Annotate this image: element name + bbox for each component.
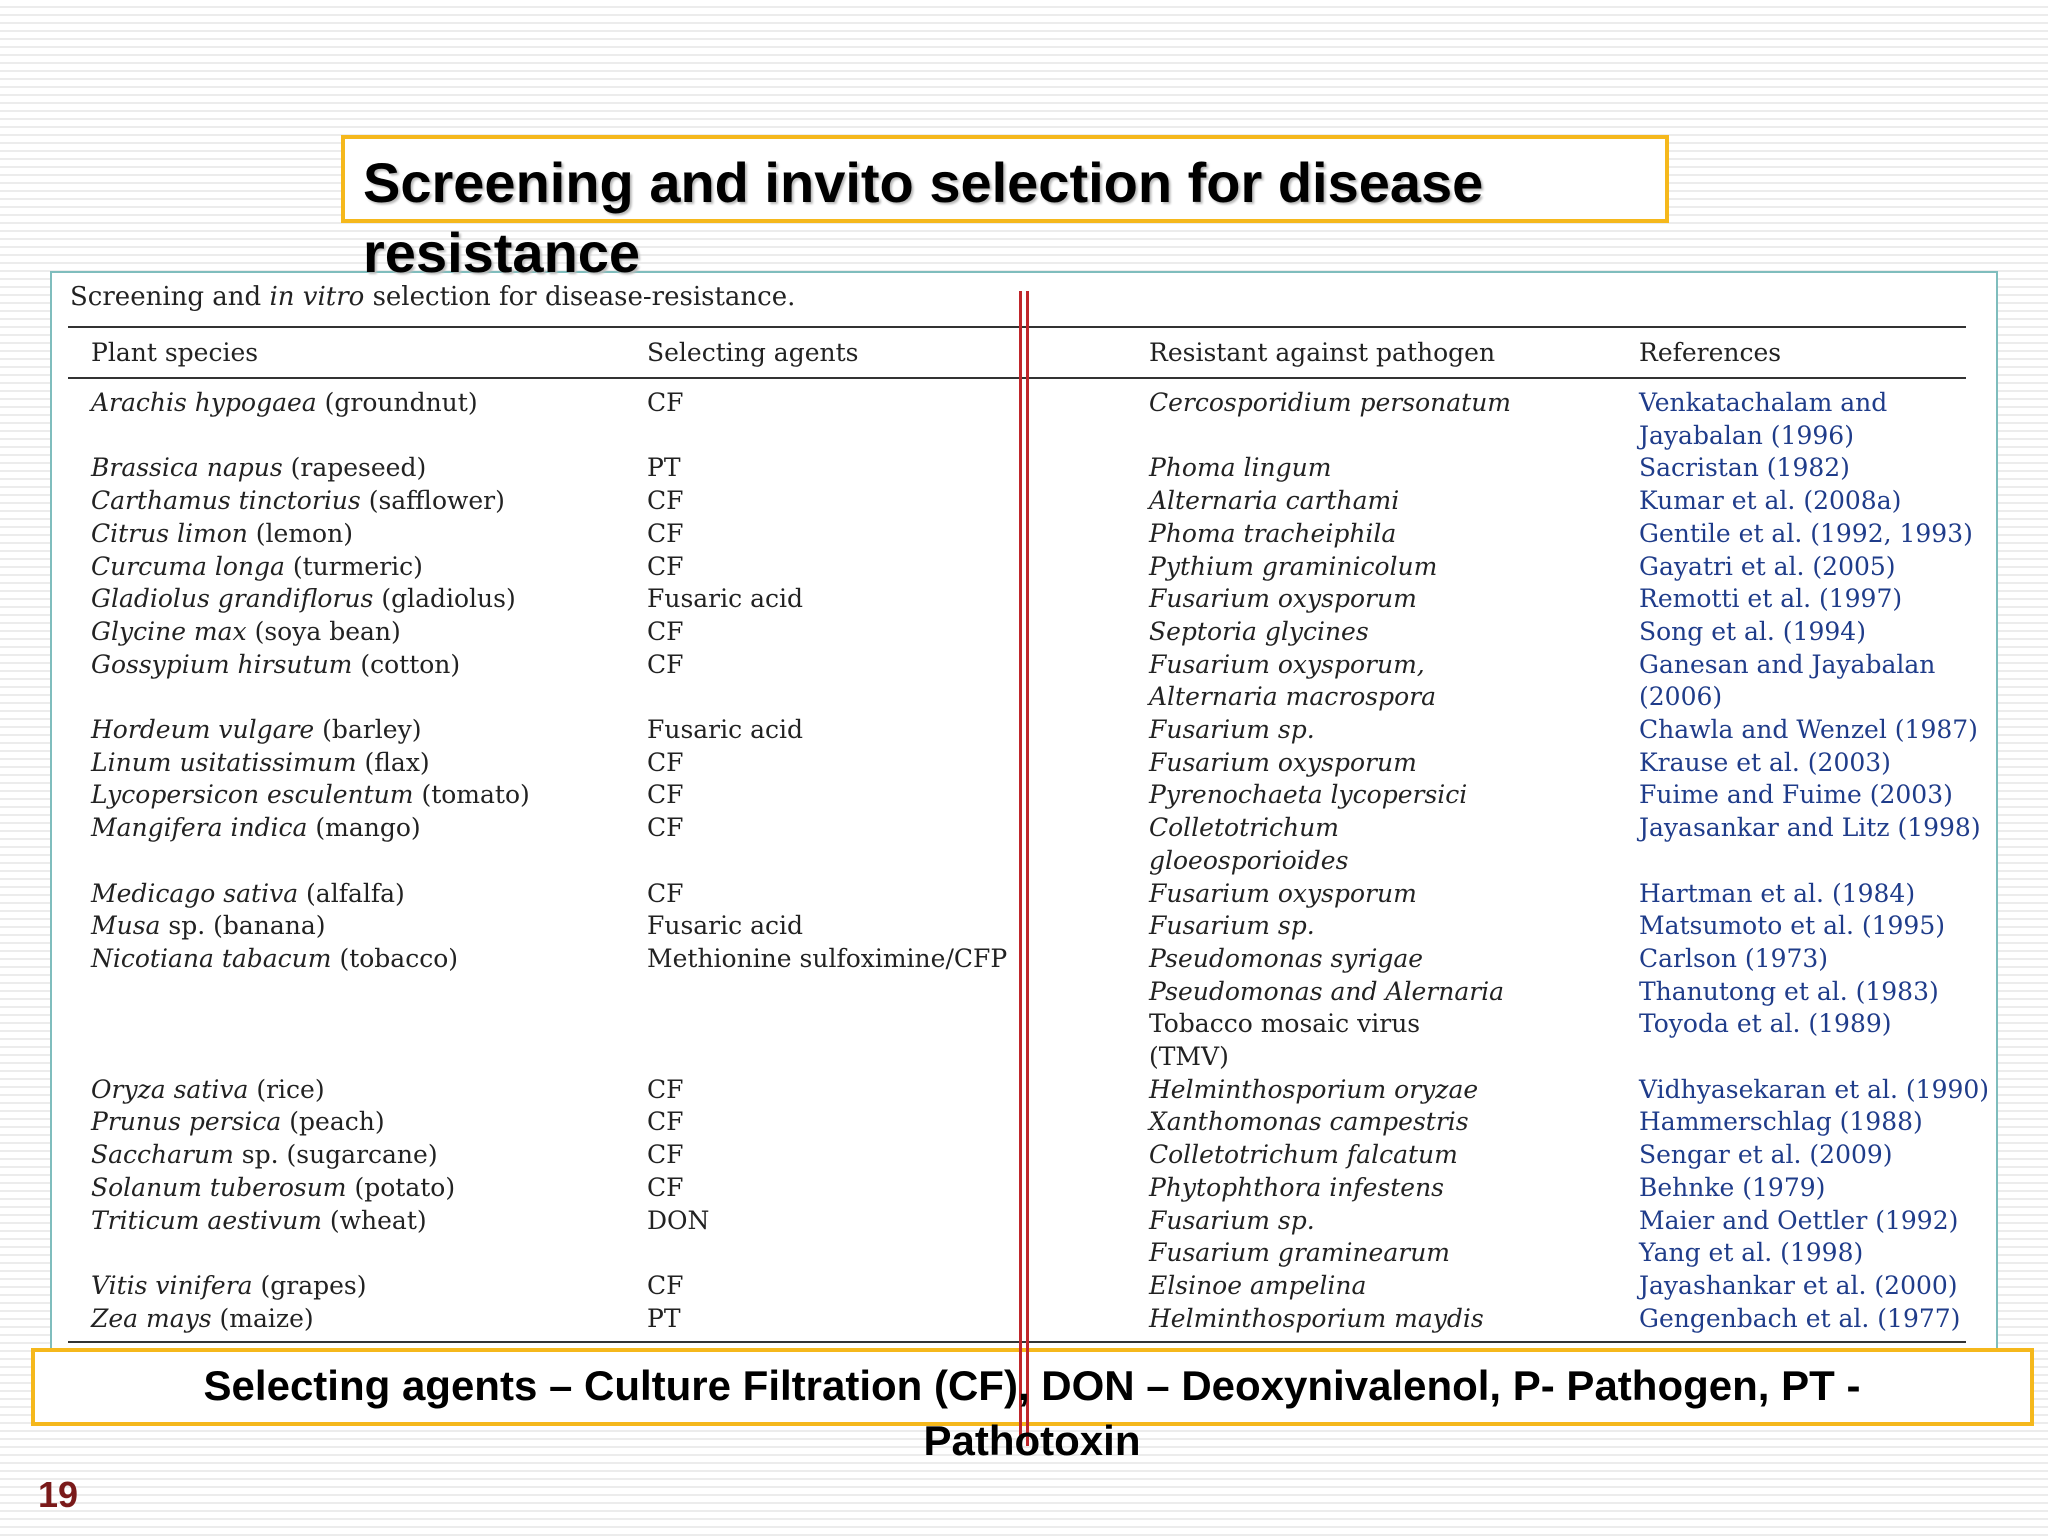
pathogen-text: Tobacco mosaic virus [1149, 1009, 1421, 1039]
pathogen-text: Helminthosporium maydis [1149, 1303, 1484, 1333]
table-header-rule [68, 377, 1966, 379]
pathogen-cell [1149, 976, 1504, 1009]
plant-species-cell [91, 910, 326, 943]
plant-scientific-name: Saccharum [91, 1140, 234, 1170]
plant-species-cell [91, 1139, 438, 1172]
pathogen-cell [1149, 1270, 1366, 1303]
selecting-agent-cell [647, 551, 683, 584]
reference-cell [1639, 1237, 1863, 1270]
selecting-agent-text: CF [647, 1140, 684, 1170]
caption-italic: in vitro [269, 282, 365, 312]
reference-cell [1639, 1008, 1892, 1041]
pathogen-cell-continued [1149, 1041, 1229, 1074]
reference-text: Maier and Oettler (1992) [1639, 1205, 1959, 1235]
pathogen-cell [1149, 1106, 1469, 1139]
pathogen-text: Fusarium graminearum [1149, 1238, 1451, 1268]
reference-cell [1639, 1205, 1958, 1238]
reference-text: Thanutong et al. (1983) [1639, 976, 1939, 1006]
plant-scientific-name: Prunus persica [91, 1107, 282, 1137]
selecting-agent-text: DON [647, 1205, 710, 1235]
reference-text: Gentile et al. (1992, 1993) [1639, 518, 1973, 548]
pathogen-text: Alternaria carthami [1149, 486, 1400, 516]
pathogen-cell [1149, 551, 1437, 584]
pathogen-cell [1149, 812, 1339, 845]
reference-text: Jayashankar et al. (2000) [1639, 1270, 1958, 1300]
pathogen-cell [1149, 1074, 1478, 1107]
reference-text: Hammerschlag (1988) [1639, 1107, 1923, 1137]
reference-cell-continued [1639, 420, 1854, 453]
reference-text: Krause et al. (2003) [1639, 747, 1891, 777]
pathogen-text: Phytophthora infestens [1149, 1172, 1444, 1202]
plant-species-cell [91, 714, 421, 747]
plant-species-cell [91, 1270, 367, 1303]
selecting-agent-text: CF [647, 878, 684, 908]
reference-cell [1639, 1303, 1960, 1336]
pathogen-cell [1149, 583, 1417, 616]
pathogen-cell [1149, 943, 1423, 976]
pathogen-text: Fusarium oxysporum [1149, 584, 1417, 614]
plant-scientific-name: Brassica napus [91, 453, 283, 483]
selecting-agent-text: PT [647, 453, 681, 483]
selecting-agent-cell [647, 1270, 683, 1303]
reference-cell [1639, 1270, 1958, 1303]
plant-scientific-name: Gossypium hirsutum [91, 649, 353, 679]
reference-text: Fuime and Fuime (2003) [1639, 780, 1953, 810]
reference-cell [1639, 452, 1850, 485]
selecting-agent-cell [647, 714, 803, 747]
plant-common-name: (barley) [314, 715, 422, 744]
header-references: References [1639, 338, 1782, 367]
plant-common-name: (safflower) [360, 486, 505, 516]
plant-scientific-name: Citrus limon [91, 518, 248, 548]
reference-cell [1639, 1172, 1825, 1205]
plant-common-name: (flax) [356, 747, 430, 777]
selecting-agent-cell [647, 452, 681, 485]
plant-scientific-name: Curcuma longa [91, 551, 285, 581]
plant-scientific-name: Medicago sativa [91, 878, 299, 908]
selecting-agent-cell [647, 1205, 709, 1238]
plant-scientific-name: Lycopersicon esculentum [91, 780, 414, 810]
plant-scientific-name: Musa [91, 911, 161, 941]
pathogen-cell [1149, 878, 1417, 911]
selecting-agent-text: CF [647, 747, 684, 777]
pathogen-cell [1149, 649, 1425, 682]
plant-common-name: (potato) [346, 1172, 456, 1202]
pathogen-text: Fusarium sp. [1149, 911, 1315, 941]
plant-species-cell [91, 747, 430, 780]
reference-text: Behnke (1979) [1639, 1172, 1826, 1202]
slide-title: Screening and invito selection for disease resistance [363, 151, 1484, 284]
plant-common-name: (turmeric) [284, 551, 423, 581]
plant-common-name: (gladiolus) [373, 584, 516, 614]
selecting-agent-text: CF [647, 649, 684, 679]
pathogen-cell-continued [1149, 845, 1348, 878]
plant-common-name: (grapes) [252, 1270, 367, 1300]
plant-species-cell [91, 452, 426, 485]
pathogen-text: Cercosporidium personatum [1149, 388, 1511, 417]
pathogen-text: Phoma lingum [1149, 453, 1332, 483]
pathogen-cell [1149, 1205, 1315, 1238]
pathogen-cell [1149, 779, 1467, 812]
reference-text: Kumar et al. (2008a) [1639, 486, 1902, 516]
pathogen-text-continued: (TMV) [1149, 1042, 1229, 1071]
plant-species-cell [91, 779, 530, 812]
plant-scientific-name: Carthamus tinctorius [91, 486, 361, 516]
reference-text: Toyoda et al. (1989) [1639, 1009, 1892, 1039]
reference-text: Yang et al. (1998) [1639, 1238, 1864, 1268]
plant-species-cell [91, 878, 405, 911]
pathogen-text-continued: Alternaria macrospora [1149, 682, 1436, 712]
reference-cell [1639, 485, 1901, 518]
reference-text: Matsumoto et al. (1995) [1639, 911, 1945, 941]
plant-species-cell [91, 1172, 455, 1205]
plant-common-name: (rapeseed) [282, 453, 427, 483]
reference-text: Song et al. (1994) [1639, 616, 1866, 646]
plant-scientific-name: Solanum tuberosum [91, 1172, 347, 1202]
reference-text: Ganesan and Jayabalan [1639, 649, 1936, 679]
plant-scientific-name: Hordeum vulgare [91, 715, 315, 744]
plant-common-name: (rice) [248, 1074, 325, 1104]
selecting-agent-text: Fusaric acid [647, 715, 803, 744]
selecting-agent-text: CF [647, 486, 684, 516]
reference-text: Jayasankar and Litz (1998) [1639, 813, 1981, 843]
plant-species-cell [91, 616, 401, 649]
selecting-agent-text: CF [647, 813, 684, 843]
selecting-agent-cell [647, 518, 683, 551]
plant-scientific-name: Glycine max [91, 616, 247, 646]
plant-species-cell [91, 943, 458, 976]
selecting-agent-cell [647, 485, 683, 518]
plant-common-name: (groundnut) [316, 388, 478, 417]
table-top-rule [68, 326, 1966, 328]
header-selecting-agents: Selecting agents [647, 338, 859, 367]
reference-cell [1639, 878, 1915, 911]
plant-species-cell [91, 1205, 427, 1238]
pathogen-cell [1149, 452, 1331, 485]
pathogen-text: Fusarium oxysporum [1149, 747, 1417, 777]
pathogen-cell [1149, 1237, 1450, 1270]
selecting-agent-text: Methionine sulfoximine/CFP [647, 943, 1008, 973]
caption-prefix: Screening and [70, 282, 270, 312]
plant-scientific-name: Nicotiana tabacum [91, 943, 332, 973]
reference-cell [1639, 1074, 1989, 1107]
reference-cell [1639, 747, 1891, 780]
pathogen-cell [1149, 616, 1369, 649]
plant-scientific-name: Triticum aestivum [91, 1205, 322, 1235]
reference-cell [1639, 812, 1981, 845]
plant-species-cell [91, 1074, 325, 1107]
selecting-agent-cell [647, 1172, 683, 1205]
plant-common-name: (maize) [211, 1303, 314, 1333]
plant-scientific-name: Linum usitatissimum [91, 747, 357, 777]
reference-cell [1639, 518, 1973, 551]
page-number: 19 [38, 1474, 79, 1515]
plant-common-name: (wheat) [321, 1205, 427, 1235]
selecting-agent-cell [647, 616, 683, 649]
selecting-agent-text: CF [647, 388, 684, 417]
reference-cell [1639, 616, 1866, 649]
selecting-agent-text: CF [647, 1270, 684, 1300]
pathogen-text: Colletotrichum [1149, 813, 1339, 843]
pathogen-text: Fusarium sp. [1149, 715, 1315, 744]
caption-suffix: selection for disease-resistance. [364, 282, 796, 312]
plant-scientific-name: Arachis hypogaea [91, 388, 317, 417]
selecting-agent-text: CF [647, 780, 684, 810]
plant-common-name: (soya bean) [246, 616, 401, 646]
selecting-agent-text: CF [647, 518, 684, 548]
selecting-agent-text: Fusaric acid [647, 584, 803, 614]
plant-common-name: sp. (banana) [160, 911, 326, 941]
reference-cell [1639, 976, 1939, 1009]
pathogen-text: Phoma tracheiphila [1149, 518, 1397, 548]
plant-species-cell [91, 518, 353, 551]
reference-text: Chawla and Wenzel (1987) [1639, 715, 1978, 744]
selecting-agent-text: PT [647, 1303, 681, 1333]
reference-cell [1639, 943, 1828, 976]
selecting-agent-cell [647, 910, 803, 943]
header-resistant-pathogen: Resistant against pathogen [1149, 338, 1496, 367]
plant-species-cell [91, 485, 505, 518]
plant-species-cell [91, 387, 478, 420]
reference-cell [1639, 910, 1945, 943]
pathogen-text: Pseudomonas syrigae [1149, 943, 1424, 973]
plant-common-name: (lemon) [247, 518, 353, 548]
pathogen-text: Fusarium oxysporum [1149, 878, 1417, 908]
pathogen-cell-continued [1149, 681, 1436, 714]
reference-cell-continued [1639, 681, 1722, 714]
pathogen-text: Helminthosporium oryzae [1149, 1074, 1479, 1104]
plant-species-cell [91, 1303, 314, 1336]
pathogen-text: Xanthomonas campestris [1149, 1107, 1469, 1137]
footer-note: Selecting agents – Culture Filtration (CF), DON – Deoxynivalenol, P- Pathogen, PT - Pathotoxin [203, 1362, 1861, 1464]
selecting-agent-cell [647, 812, 683, 845]
reference-text: Sengar et al. (2009) [1639, 1140, 1893, 1170]
pathogen-text: Septoria glycines [1149, 616, 1369, 646]
pathogen-text-continued: gloeosporioides [1149, 845, 1349, 875]
selecting-agent-text: CF [647, 1172, 684, 1202]
pathogen-text: Fusarium sp. [1149, 1205, 1315, 1235]
selecting-agent-cell [647, 1106, 683, 1139]
reference-text: Venkatachalam and [1639, 388, 1888, 417]
pathogen-cell [1149, 518, 1396, 551]
selecting-agent-cell [647, 387, 683, 420]
reference-text: Carlson (1973) [1639, 943, 1829, 973]
pathogen-text: Pythium graminicolum [1149, 551, 1438, 581]
selecting-agent-cell [647, 747, 683, 780]
reference-cell [1639, 779, 1953, 812]
selecting-agent-text: CF [647, 1107, 684, 1137]
reference-text: Sacristan (1982) [1639, 453, 1850, 483]
plant-scientific-name: Zea mays [91, 1303, 212, 1333]
pathogen-cell [1149, 387, 1511, 420]
reference-text: Hartman et al. (1984) [1639, 878, 1916, 908]
reference-cell [1639, 551, 1896, 584]
plant-species-cell [91, 1106, 385, 1139]
plant-species-cell [91, 583, 516, 616]
selecting-agent-text: CF [647, 1074, 684, 1104]
reference-cell [1639, 714, 1978, 747]
plant-common-name: sp. (sugarcane) [233, 1140, 438, 1170]
table-bottom-rule [68, 1341, 1966, 1343]
plant-common-name: (alfalfa) [298, 878, 405, 908]
selecting-agent-text: CF [647, 551, 684, 581]
pathogen-cell [1149, 1008, 1420, 1041]
selecting-agent-cell [647, 1303, 681, 1336]
plant-common-name: (tobacco) [331, 943, 459, 973]
selecting-agent-text: Fusaric acid [647, 911, 803, 941]
reference-text: Vidhyasekaran et al. (1990) [1639, 1074, 1990, 1104]
reference-cell [1639, 583, 1902, 616]
plant-species-cell [91, 551, 423, 584]
plant-scientific-name: Vitis vinifera [91, 1270, 253, 1300]
pathogen-cell [1149, 485, 1399, 518]
reference-cell [1639, 1106, 1923, 1139]
selecting-agent-cell [647, 1074, 683, 1107]
reference-cell [1639, 649, 1935, 682]
selecting-agent-cell [647, 779, 683, 812]
reference-text-continued: Jayabalan (1996) [1639, 420, 1854, 450]
selecting-agent-cell [647, 583, 803, 616]
pathogen-cell [1149, 1172, 1444, 1205]
pathogen-text: Fusarium oxysporum, [1149, 649, 1425, 679]
reference-text: Remotti et al. (1997) [1639, 584, 1903, 614]
selecting-agent-cell [647, 943, 1007, 976]
plant-common-name: (tomato) [413, 780, 530, 810]
header-plant-species: Plant species [91, 338, 259, 367]
plant-common-name: (mango) [307, 813, 421, 843]
pathogen-text: Colletotrichum falcatum [1149, 1140, 1458, 1170]
plant-scientific-name: Mangifera indica [91, 813, 308, 843]
pathogen-cell [1149, 1139, 1458, 1172]
selecting-agent-text: CF [647, 616, 684, 646]
selecting-agent-cell [647, 649, 683, 682]
pathogen-text: Elsinoe ampelina [1149, 1270, 1367, 1300]
reference-text: Gayatri et al. (2005) [1639, 551, 1896, 581]
plant-scientific-name: Oryza sativa [91, 1074, 249, 1104]
pathogen-cell [1149, 714, 1315, 747]
pathogen-text: Pyrenochaeta lycopersici [1149, 780, 1468, 810]
pathogen-cell [1149, 747, 1417, 780]
pathogen-text: Pseudomonas and Alernaria [1149, 976, 1505, 1006]
plant-species-cell [91, 649, 460, 682]
plant-species-cell [91, 812, 421, 845]
plant-common-name: (peach) [281, 1107, 385, 1137]
reference-cell [1639, 1139, 1893, 1172]
red-divider-line [1019, 291, 1029, 1446]
plant-scientific-name: Gladiolus grandiflorus [91, 584, 374, 614]
selecting-agent-cell [647, 1139, 683, 1172]
selecting-agent-cell [647, 878, 683, 911]
pathogen-cell [1149, 1303, 1484, 1336]
plant-common-name: (cotton) [352, 649, 461, 679]
reference-text-continued: (2006) [1639, 682, 1723, 712]
reference-text: Gengenbach et al. (1977) [1639, 1303, 1961, 1333]
pathogen-cell [1149, 910, 1315, 943]
reference-cell [1639, 387, 1887, 420]
